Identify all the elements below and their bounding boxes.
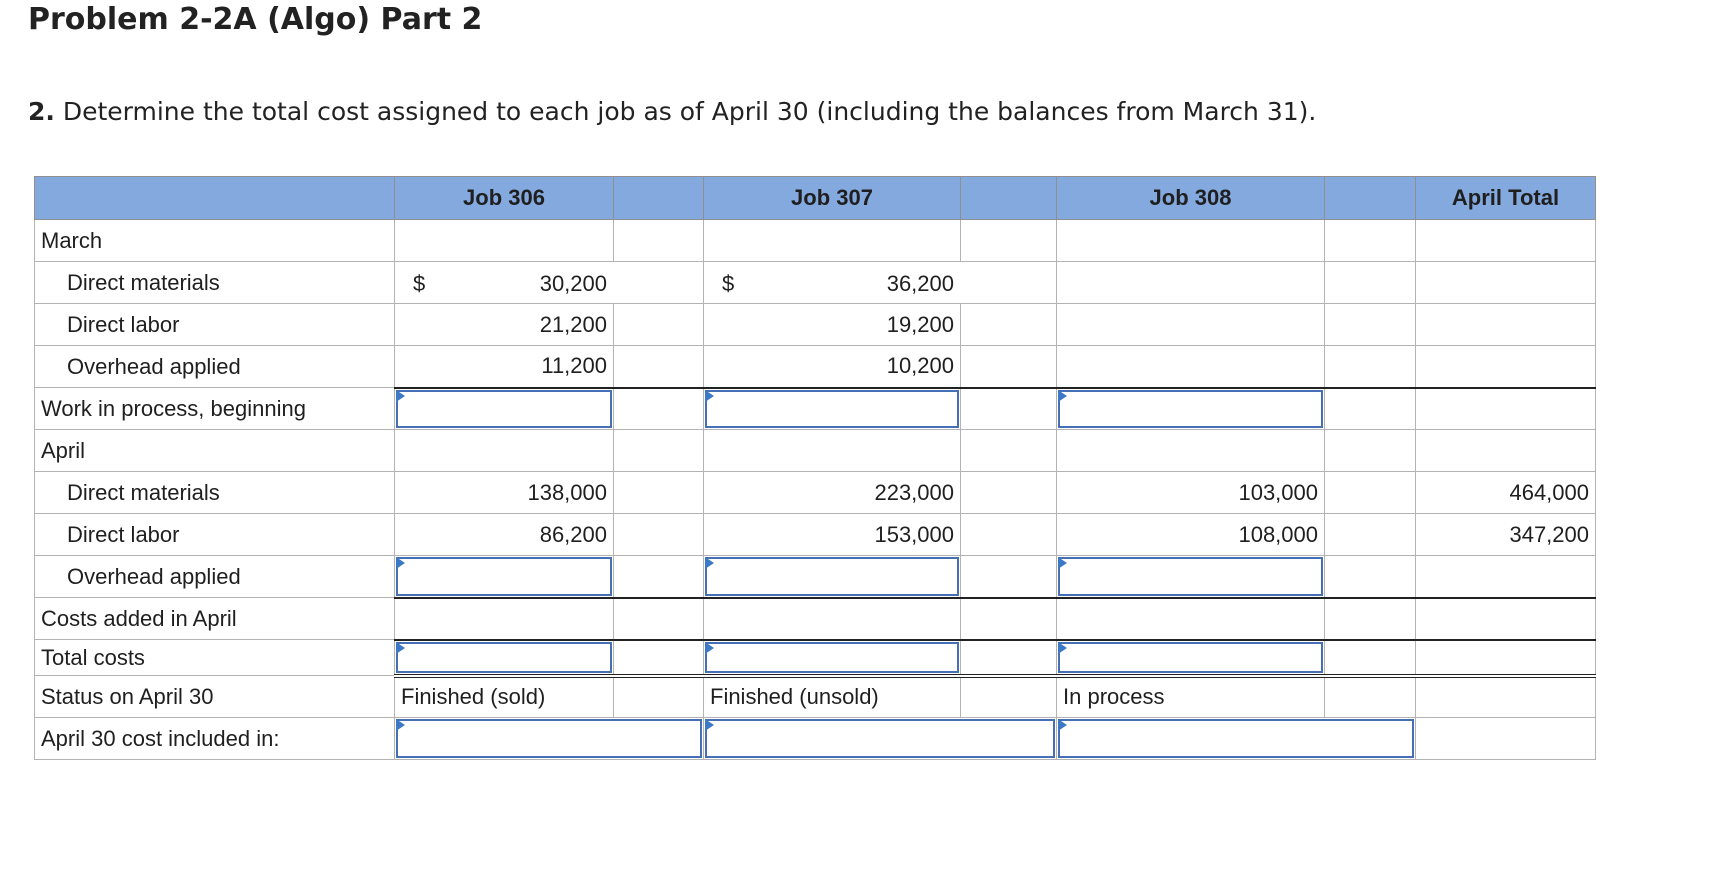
cell-blank bbox=[1325, 640, 1416, 676]
cell-blank bbox=[1325, 676, 1416, 718]
cell-blank bbox=[614, 640, 704, 676]
cell-blank bbox=[1325, 514, 1416, 556]
cell-blank bbox=[1057, 262, 1325, 304]
header-job-308-spacer bbox=[1325, 177, 1416, 220]
cell-blank bbox=[961, 640, 1057, 676]
cell-blank bbox=[1416, 304, 1596, 346]
cell-blank bbox=[1325, 430, 1416, 472]
job306-total-costs-input[interactable] bbox=[395, 640, 614, 676]
row-march-direct-materials bbox=[35, 262, 1596, 304]
input-box[interactable] bbox=[1058, 642, 1323, 673]
cell-blank bbox=[1416, 220, 1596, 262]
cell-blank bbox=[395, 598, 614, 640]
cell-blank bbox=[1057, 598, 1325, 640]
input-flag-icon bbox=[1058, 557, 1067, 569]
header-row bbox=[35, 177, 1596, 220]
job307-march-overhead: 10,200 bbox=[704, 346, 961, 388]
cell-blank bbox=[614, 598, 704, 640]
label-direct-materials: Direct materials bbox=[35, 472, 395, 514]
cell-blank bbox=[1325, 598, 1416, 640]
cell-blank bbox=[614, 514, 704, 556]
job307-march-direct-materials bbox=[704, 262, 1057, 304]
row-costs-added bbox=[35, 598, 1596, 640]
cell-blank bbox=[614, 472, 704, 514]
input-box[interactable] bbox=[1058, 557, 1323, 596]
job306-status: Finished (sold) bbox=[395, 676, 614, 718]
cell-blank bbox=[614, 346, 704, 388]
cell-blank bbox=[961, 346, 1057, 388]
value: 30,200 bbox=[539, 271, 607, 296]
cell-blank bbox=[1416, 262, 1596, 304]
input-flag-icon bbox=[705, 390, 714, 402]
job308-april-direct-labor: 108,000 bbox=[1057, 514, 1325, 556]
input-box[interactable] bbox=[396, 390, 612, 429]
cell-blank bbox=[1416, 676, 1596, 718]
input-flag-icon bbox=[396, 719, 405, 731]
cell-blank bbox=[1057, 430, 1325, 472]
input-flag-icon bbox=[705, 557, 714, 569]
job308-april-overhead-input[interactable] bbox=[1057, 556, 1325, 598]
cell-blank bbox=[1416, 430, 1596, 472]
dollar-sign: $ bbox=[413, 271, 426, 296]
job308-total-costs-input[interactable] bbox=[1057, 640, 1325, 676]
question-text bbox=[28, 92, 1316, 132]
job307-april-direct-labor: 153,000 bbox=[704, 514, 961, 556]
row-april-overhead-applied bbox=[35, 556, 1596, 598]
cell-blank bbox=[1416, 718, 1596, 760]
input-flag-icon bbox=[396, 557, 405, 569]
row-status bbox=[35, 676, 1596, 718]
input-box[interactable] bbox=[705, 390, 959, 429]
cell-blank bbox=[395, 220, 614, 262]
cell-blank bbox=[1325, 304, 1416, 346]
header-job-306: Job 306 bbox=[395, 177, 614, 220]
row-total-costs bbox=[35, 640, 1596, 676]
cell-blank bbox=[961, 430, 1057, 472]
header-blank bbox=[35, 177, 395, 220]
row-april bbox=[35, 430, 1596, 472]
job306-march-direct-labor: 21,200 bbox=[395, 304, 614, 346]
header-april-total: April Total bbox=[1416, 177, 1596, 220]
label-status: Status on April 30 bbox=[35, 676, 395, 718]
total-april-direct-materials: 464,000 bbox=[1416, 472, 1596, 514]
input-box[interactable] bbox=[705, 642, 959, 673]
cell-blank bbox=[961, 388, 1057, 430]
input-flag-icon bbox=[1058, 719, 1067, 731]
job306-march-direct-materials bbox=[395, 262, 704, 304]
cell-blank bbox=[961, 676, 1057, 718]
label-costs-added: Costs added in April bbox=[35, 598, 395, 640]
cell-blank bbox=[614, 556, 704, 598]
input-box[interactable] bbox=[1058, 719, 1414, 758]
cell-blank bbox=[614, 676, 704, 718]
label-cost-included: April 30 cost included in: bbox=[35, 718, 395, 760]
job306-april-direct-materials: 138,000 bbox=[395, 472, 614, 514]
row-march bbox=[35, 220, 1596, 262]
label-direct-labor: Direct labor bbox=[35, 514, 395, 556]
cell-blank bbox=[1057, 304, 1325, 346]
cell-blank bbox=[961, 472, 1057, 514]
job306-april-overhead-input[interactable] bbox=[395, 556, 614, 598]
dollar-sign: $ bbox=[722, 271, 735, 296]
cell-blank bbox=[614, 388, 704, 430]
input-flag-icon bbox=[396, 642, 405, 654]
cell-blank bbox=[961, 304, 1057, 346]
row-wip-beginning bbox=[35, 388, 1596, 430]
cell-blank bbox=[1416, 556, 1596, 598]
cell-blank bbox=[961, 220, 1057, 262]
job307-total-costs-input[interactable] bbox=[704, 640, 961, 676]
label-april: April bbox=[35, 430, 395, 472]
cell-blank bbox=[1057, 346, 1325, 388]
job-cost-worksheet bbox=[34, 176, 1596, 760]
cell-blank bbox=[704, 220, 961, 262]
label-direct-materials: Direct materials bbox=[35, 262, 395, 304]
label-direct-labor: Direct labor bbox=[35, 304, 395, 346]
header-job-307-spacer bbox=[961, 177, 1057, 220]
job306-march-overhead: 11,200 bbox=[395, 346, 614, 388]
job308-wip-beginning-input[interactable] bbox=[1057, 388, 1325, 430]
job307-april-overhead-input[interactable] bbox=[704, 556, 961, 598]
label-total-costs: Total costs bbox=[35, 640, 395, 676]
input-box[interactable] bbox=[705, 719, 1055, 758]
cell-blank bbox=[1325, 262, 1416, 304]
value: 36,200 bbox=[886, 271, 954, 296]
input-flag-icon bbox=[1058, 390, 1067, 402]
job307-status: Finished (unsold) bbox=[704, 676, 961, 718]
cell-blank bbox=[1416, 640, 1596, 676]
label-overhead-applied: Overhead applied bbox=[35, 556, 395, 598]
job307-cost-included-select[interactable] bbox=[704, 718, 1057, 760]
cell-blank bbox=[1325, 346, 1416, 388]
input-box[interactable] bbox=[396, 557, 612, 596]
row-april-direct-materials bbox=[35, 472, 1596, 514]
cell-blank bbox=[1057, 220, 1325, 262]
label-overhead-applied: Overhead applied bbox=[35, 346, 395, 388]
job307-april-direct-materials: 223,000 bbox=[704, 472, 961, 514]
cell-blank bbox=[1325, 472, 1416, 514]
input-flag-icon bbox=[705, 642, 714, 654]
cell-blank bbox=[614, 430, 704, 472]
job307-march-direct-labor: 19,200 bbox=[704, 304, 961, 346]
cell-blank bbox=[1416, 388, 1596, 430]
header-job-308: Job 308 bbox=[1057, 177, 1325, 220]
job306-april-direct-labor: 86,200 bbox=[395, 514, 614, 556]
row-april-direct-labor bbox=[35, 514, 1596, 556]
cell-blank bbox=[614, 220, 704, 262]
cell-blank bbox=[961, 556, 1057, 598]
input-flag-icon bbox=[396, 390, 405, 402]
cell-blank bbox=[1416, 346, 1596, 388]
row-cost-included bbox=[35, 718, 1596, 760]
total-april-direct-labor: 347,200 bbox=[1416, 514, 1596, 556]
input-flag-icon bbox=[1058, 642, 1067, 654]
cell-blank bbox=[395, 430, 614, 472]
cell-blank bbox=[704, 430, 961, 472]
cell-blank bbox=[1325, 388, 1416, 430]
question-number: 2. bbox=[28, 97, 55, 126]
job307-wip-beginning-input[interactable] bbox=[704, 388, 961, 430]
label-march: March bbox=[35, 220, 395, 262]
header-job-306-spacer bbox=[614, 177, 704, 220]
input-box[interactable] bbox=[396, 642, 612, 673]
input-flag-icon bbox=[705, 719, 714, 731]
header-job-307: Job 307 bbox=[704, 177, 961, 220]
question-body: Determine the total cost assigned to each job as of April 30 (including the balances from March 31). bbox=[62, 97, 1317, 126]
job306-cost-included-select[interactable] bbox=[395, 718, 704, 760]
job308-cost-included-select[interactable] bbox=[1057, 718, 1416, 760]
input-box[interactable] bbox=[705, 557, 959, 596]
cell-blank bbox=[1325, 220, 1416, 262]
input-box[interactable] bbox=[1058, 390, 1323, 429]
job308-status: In process bbox=[1057, 676, 1325, 718]
cell-blank bbox=[1416, 598, 1596, 640]
cell-blank bbox=[1325, 556, 1416, 598]
job306-wip-beginning-input[interactable] bbox=[395, 388, 614, 430]
cell-blank bbox=[961, 514, 1057, 556]
label-wip-beginning: Work in process, beginning bbox=[35, 388, 395, 430]
row-march-overhead-applied bbox=[35, 346, 1596, 388]
cell-blank bbox=[961, 598, 1057, 640]
job308-april-direct-materials: 103,000 bbox=[1057, 472, 1325, 514]
row-march-direct-labor bbox=[35, 304, 1596, 346]
input-box[interactable] bbox=[396, 719, 702, 758]
cell-blank bbox=[704, 598, 961, 640]
page-title: Problem 2-2A (Algo) Part 2 bbox=[28, 2, 483, 37]
cell-blank bbox=[614, 304, 704, 346]
